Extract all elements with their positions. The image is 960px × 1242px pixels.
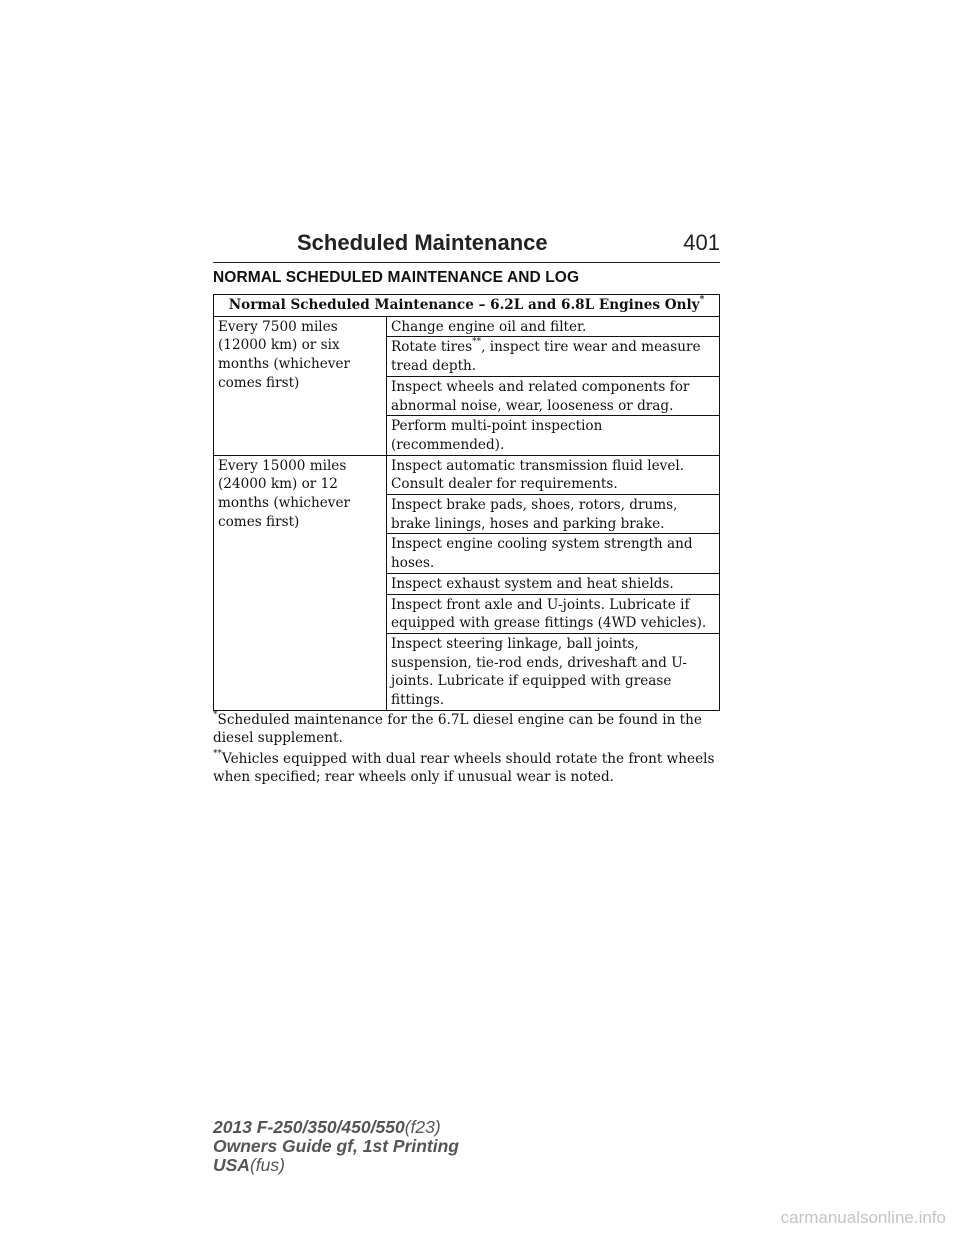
task-cell: Inspect brake pads, shoes, rotors, drums, brake linings, hoses and parking brake.: [387, 495, 720, 534]
footnote-1: [213, 711, 723, 747]
table-row: [214, 316, 720, 337]
footer-line-1: 2013 F-250/350/450/550(f23): [213, 1117, 441, 1137]
maintenance-table: [213, 294, 720, 711]
chapter-title: Scheduled Maintenance: [297, 230, 548, 255]
footer-line-3: USA(fus): [213, 1155, 285, 1175]
table-body: [214, 316, 720, 710]
section-title: NORMAL SCHEDULED MAINTENANCE AND LOG: [213, 269, 580, 286]
task-cell: Perform multi-point inspection (recommended).: [387, 416, 720, 455]
footnote-mark: **: [213, 749, 222, 759]
watermark: carmanualsonline.info: [780, 1208, 946, 1227]
footnote-text: Vehicles equipped with dual rear wheels should rotate the front wheels when specified; rear wheels only if unusual wear is noted.: [213, 751, 715, 785]
footer-line-2: Owners Guide gf, 1st Printing: [213, 1136, 459, 1156]
task-cell: Inspect steering linkage, ball joints, suspension, tie-rod ends, driveshaft and U-joints. Lubricate if equipped with grease fittings.: [387, 633, 720, 710]
table-caption: Normal Scheduled Maintenance – 6.2L and 6.8L Engines Only*: [214, 295, 720, 317]
page-number: 401: [683, 230, 720, 255]
page-header: [213, 228, 720, 263]
interval-cell: Every 15000 miles (24000 km) or 12 months (whichever comes first): [214, 455, 387, 710]
footnote-mark: *: [213, 710, 218, 720]
task-cell: Inspect front axle and U-joints. Lubricate if equipped with grease fittings (4WD vehicles).: [387, 594, 720, 633]
table-row: [214, 455, 720, 494]
document-footer: [213, 1118, 459, 1175]
interval-cell: Every 7500 miles (12000 km) or six months (whichever comes first): [214, 316, 387, 455]
task-cell: Inspect exhaust system and heat shields.: [387, 573, 720, 594]
task-footnote-mark: **: [472, 337, 482, 348]
task-cell: Inspect automatic transmission fluid level. Consult dealer for requirements.: [387, 455, 720, 494]
task-cell: Rotate tires**, inspect tire wear and measure tread depth.: [387, 337, 720, 376]
task-cell: Inspect wheels and related components for abnormal noise, wear, looseness or drag.: [387, 376, 720, 415]
task-cell: Inspect engine cooling system strength and hoses.: [387, 534, 720, 573]
table-header-row: [214, 295, 720, 317]
task-cell: Change engine oil and filter.: [387, 316, 720, 337]
footnote-2: [213, 750, 723, 786]
caption-footnote-mark: *: [699, 295, 705, 305]
footnote-text: Scheduled maintenance for the 6.7L diesel engine can be found in the diesel supplement.: [213, 712, 702, 746]
